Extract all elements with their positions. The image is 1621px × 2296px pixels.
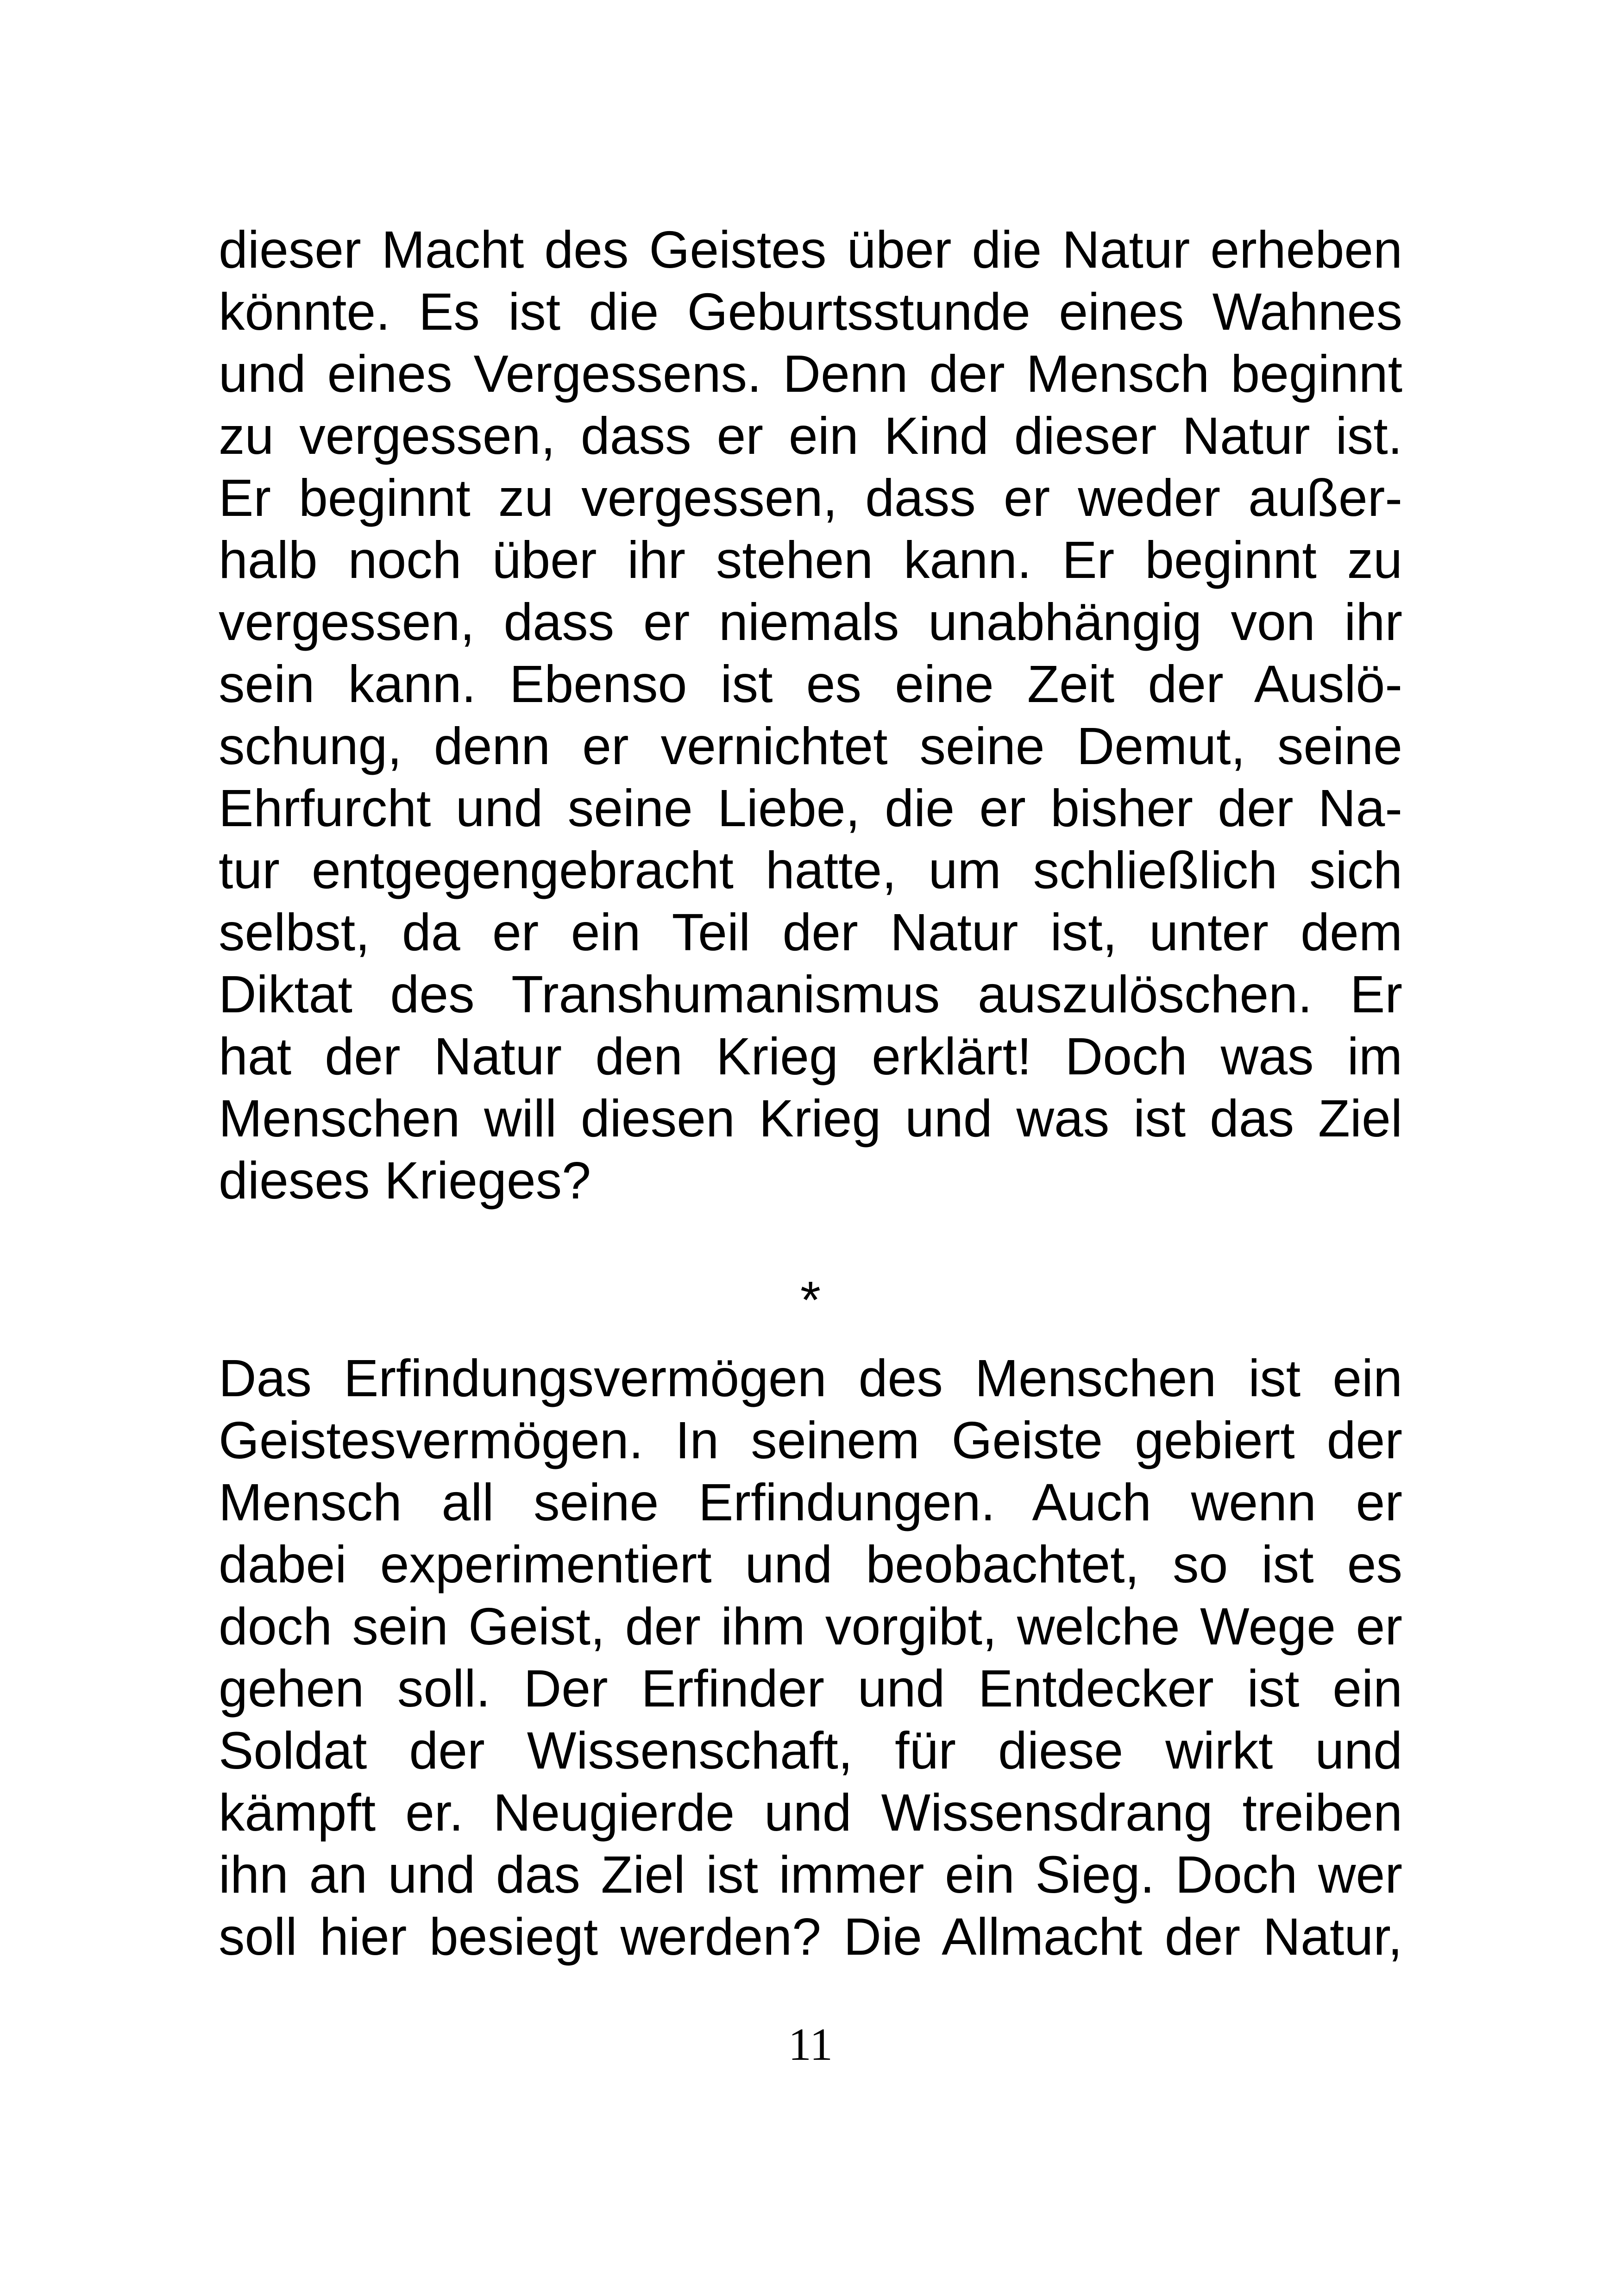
text-line: Menschen will diesen Krieg und was ist das Ziel	[219, 1089, 1402, 1148]
text-line: hat der Natur den Krieg erklärt! Doch was im	[219, 1027, 1402, 1085]
paragraph-2	[219, 1347, 1402, 1968]
text-line: Das Erfindungsvermögen des Menschen ist ein	[219, 1349, 1402, 1407]
text-line: Ehrfurcht und seine Liebe, die er bisher der Na-	[219, 779, 1402, 837]
text-line: Er beginnt zu vergessen, dass er weder außer-	[219, 469, 1402, 527]
text-line: halb noch über ihr stehen kann. Er beginnt zu	[219, 531, 1402, 589]
text-line: und eines Vergessens. Denn der Mensch beginnt	[219, 345, 1402, 403]
text-line: sein kann. Ebenso ist es eine Zeit der Auslö-	[219, 655, 1402, 713]
text-line: selbst, da er ein Teil der Natur ist, unter dem	[219, 903, 1402, 961]
text-line: doch sein Geist, der ihm vorgibt, welche Wege er	[219, 1597, 1402, 1656]
text-line: zu vergessen, dass er ein Kind dieser Natur ist.	[219, 407, 1402, 465]
text-line: ihn an und das Ziel ist immer ein Sieg. Doch wer	[219, 1845, 1402, 1904]
text-line: Mensch all seine Erfindungen. Auch wenn er	[219, 1473, 1402, 1531]
text-line: soll hier besiegt werden? Die Allmacht der Natur,	[219, 1907, 1402, 1966]
text-line: tur entgegengebracht hatte, um schließlich sich	[219, 841, 1402, 899]
paragraph-1	[219, 219, 1402, 1211]
text-line: Soldat der Wissenschaft, für diese wirkt und	[219, 1721, 1402, 1780]
text-line: gehen soll. Der Erfinder und Entdecker ist ein	[219, 1659, 1402, 1718]
page-number: 11	[788, 2019, 833, 2070]
text-line: kämpft er. Neugierde und Wissensdrang treiben	[219, 1783, 1402, 1842]
text-line: Diktat des Transhumanismus auszulöschen. Er	[219, 965, 1402, 1023]
text-line: vergessen, dass er niemals unabhängig von ihr	[219, 593, 1402, 651]
text-line: dabei experimentiert und beobachtet, so ist es	[219, 1535, 1402, 1593]
text-line: Geistesvermögen. In seinem Geiste gebiert der	[219, 1411, 1402, 1469]
text-line: dieser Macht des Geistes über die Natur erheben	[219, 220, 1402, 279]
text-line: könnte. Es ist die Geburtsstunde eines Wahnes	[219, 282, 1402, 341]
section-separator: *	[800, 1271, 821, 1329]
text-line: dieses Krieges?	[219, 1151, 591, 1210]
text-line: schung, denn er vernichtet seine Demut, seine	[219, 717, 1402, 775]
